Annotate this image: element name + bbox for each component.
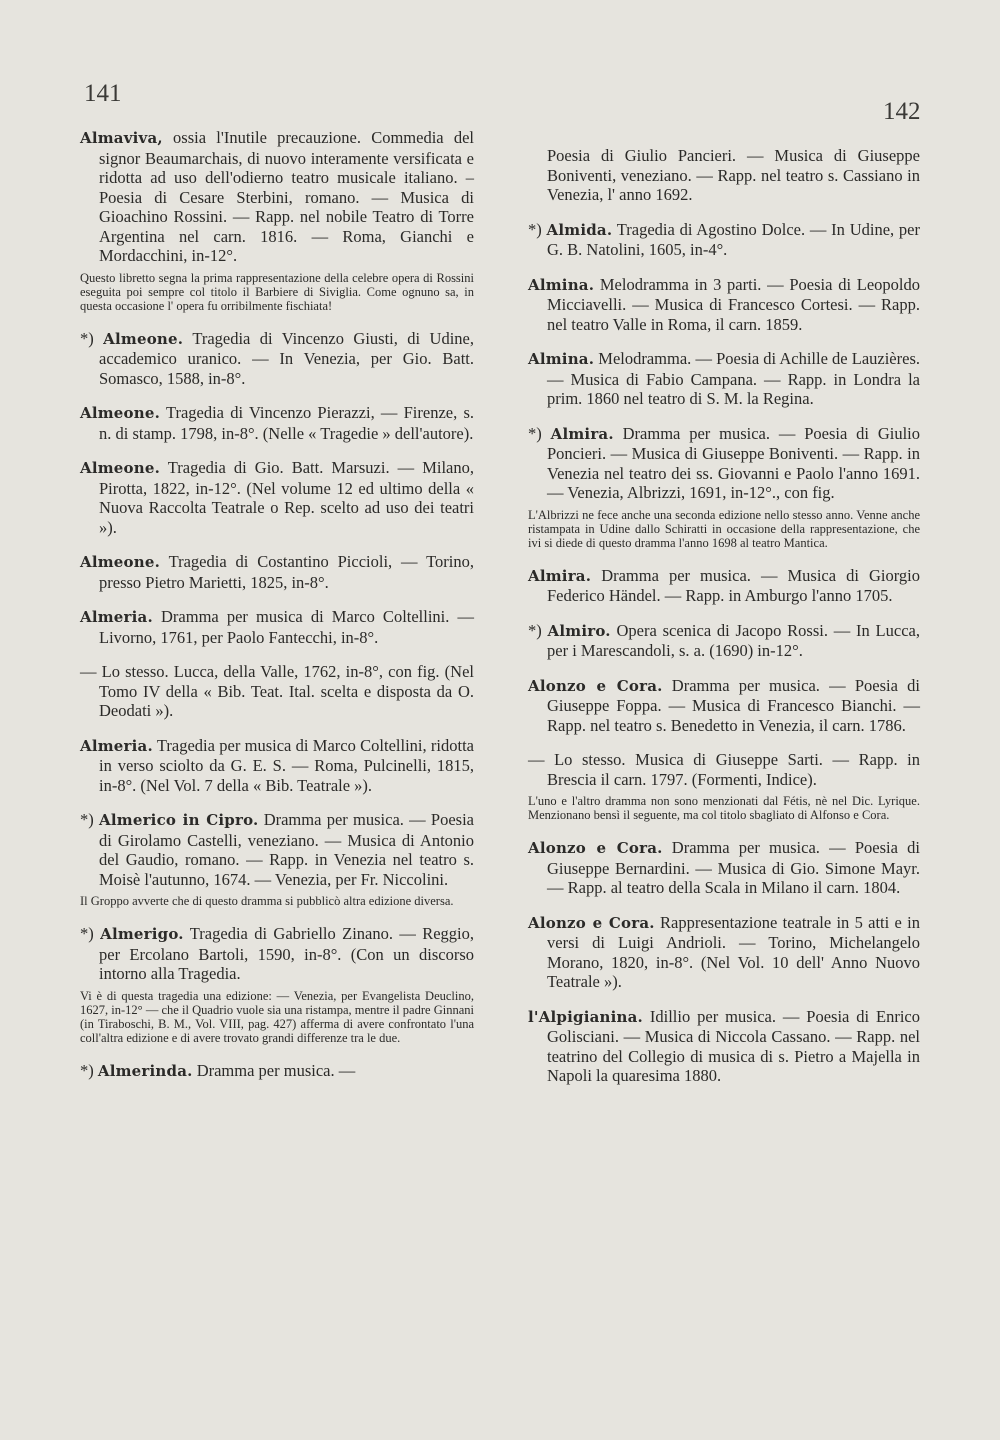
entry-headword: Alonzo e Cora. — [528, 839, 663, 857]
entry-text: Dramma per musica. — Poesia di Giuseppe Foppa. — Musica di Francesco Bianchi. — Rapp. nel teatro s. Benedetto in Venezia, il carn. 1786. — [547, 675, 920, 735]
entry-headword: Almerinda. — [97, 1061, 193, 1080]
catalog-entry — [528, 275, 920, 335]
entry-headword: Almeone. — [103, 329, 184, 348]
entry-headword: Almerigo. — [100, 925, 184, 943]
right-column — [528, 146, 920, 1101]
entry-text: — Lo stesso. Musica di Giuseppe Sarti. — Rapp. in Brescia il carn. 1797. (Formenti, Indice). — [528, 750, 920, 789]
entry-headword: Almeria. — [80, 736, 153, 755]
entry-marker: *) — [80, 328, 104, 348]
entry-text: Melodramma in 3 parti. — Poesia di Leopoldo Micciavelli. — Musica di Francesco Cortesi. — Rapp. nel teatro Valle in Roma, il carn. 1859. — [547, 274, 920, 334]
entry-text: Tragedia di Costantino Piccioli, — Torino, presso Pietro Marietti, 1825, in-8°. — [99, 552, 474, 592]
catalog-entry — [80, 458, 474, 537]
catalog-entry — [80, 810, 474, 889]
catalog-entry — [528, 349, 920, 409]
catalog-entry — [528, 220, 920, 260]
catalog-entry — [80, 662, 474, 721]
catalog-entry — [80, 607, 474, 647]
catalog-entry — [80, 552, 474, 592]
footnote: Il Groppo avverte che di questo dramma si pubblicò altra edizione diversa. — [80, 894, 454, 908]
entry-text: Dramma per musica. — Poesia di Giulio Poncieri. — Musica di Giuseppe Boniventi. — Rapp. in Venezia nel teatro dei ss. Giovanni e Paolo l'anno 1691. — Venezia, Albrizzi, 1691, in-12°., con fig. — [547, 423, 920, 502]
catalog-entry — [528, 913, 920, 992]
left-column — [80, 128, 474, 1096]
page-number-right: 142 — [883, 98, 921, 125]
entry-text: Tragedia di Gio. Batt. Marsuzi. — Milano, Pirotta, 1822, in-12°. (Nel volume 12 ed ultimo della « Nuova Raccolta Teatrale o Rep. scelto ad uso dei teatri »). — [99, 458, 474, 537]
entry-text: Melodramma. — Poesia di Achille de Lauzières. — Musica di Fabio Campana. — Rapp. in Londra la prim. 1860 nel teatro di S. M. la Regina. — [547, 349, 920, 408]
entry-marker: *) — [80, 924, 101, 943]
entry-marker: *) — [80, 810, 100, 829]
catalog-entry — [528, 566, 920, 606]
footnote: L'uno e l'altro dramma non sono menzionati dal Fétis, nè nel Dic. Lyrique. Menzionano bensì il seguente, ma col titolo sbagliato di Alfonso e Cora. — [528, 794, 920, 822]
entry-headword: Almeone. — [80, 404, 161, 422]
catalog-entry — [528, 424, 920, 503]
entry-text: Tragedia di Vincenzo Giusti, di Udine, accademico uranico. — In Venezia, per Gio. Batt. Somasco, 1588, in-8°. — [99, 328, 474, 388]
entry-text: Rappresentazione teatrale in 5 atti e in versi di Luigi Andrioli. — Torino, Michelangelo Morano, 1820, in-8°. (Nel Vol. 10 dell' Anno Nuovo Teatrale »). — [547, 912, 920, 991]
entry-headword: Alonzo e Cora. — [528, 913, 655, 932]
entry-marker: *) — [528, 423, 551, 443]
entry-text: Tragedia di Gabriello Zinano. — Reggio, per Ercolano Bartoli, 1590, in-8°. (Con un discorso intorno alla Tragedia. — [99, 924, 475, 983]
entry-text: Dramma per musica. — — [192, 1060, 356, 1080]
entry-headword: Almira. — [528, 566, 592, 585]
entry-headword: Almida. — [546, 220, 613, 239]
catalog-entry — [528, 1007, 920, 1086]
catalog-entry — [528, 838, 920, 898]
catalog-entry — [80, 403, 474, 443]
entry-text: Poesia di Giulio Pancieri. — Musica di Giuseppe Boniventi, veneziano. — Rapp. nel teatro s. Cassiano in Venezia, l' anno 1692. — [547, 146, 920, 204]
entry-headword: Almaviva, — [80, 129, 163, 147]
catalog-entry — [80, 924, 474, 984]
catalog-entry — [80, 736, 474, 796]
footnote: L'Albrizzi ne fece anche una seconda edizione nello stesso anno. Venne anche ristampata in Udine dallo Schiratti in occasione della rappresentazione, che ivi si diede di questo dramma l'anno 1698 al teatro Mantica. — [528, 507, 920, 550]
entry-text: Tragedia di Vincenzo Pierazzi, — Firenze, s. n. di stamp. 1798, in-8°. (Nelle « Tragedie » dell'autore). — [99, 403, 474, 443]
entry-text: ossia l'Inutile precauzione. Commedia del signor Beaumarchais, di nuovo interamente versificata e ridotta ad uso dell'odierno teatro musicale italiano. – Poesia di Cesare Sterbini, romano. — Musica di Gioachino Rossini. — Rapp. nel nobile Teatro di Torre Argentina nel carn. 1816. — Roma, Gianchi e Mordacchini, in-12°. — [99, 128, 474, 265]
entry-text: Idillio per musica. — Poesia di Enrico Golisciani. — Musica di Niccola Cassano. — Rapp. nel teatrino del Collegio di musica di s. Pietro a Majella in Napoli la quaresima 1880. — [547, 1006, 920, 1085]
entry-headword: Almiro. — [547, 621, 611, 640]
entry-headword: Almina. — [528, 350, 595, 368]
catalog-entry — [80, 329, 474, 389]
entry-text: Tragedia per musica di Marco Coltellini, ridotta in verso sciolto da G. E. S. — Roma, Pulcinelli, 1815, in-8°. (Nel Vol. 7 della « Bib. Teatrale »). — [99, 735, 474, 795]
entry-headword: Almeone. — [80, 553, 161, 571]
entry-marker: *) — [80, 1060, 98, 1080]
catalog-entry — [528, 621, 920, 661]
entry-text: Opera scenica di Jacopo Rossi. — In Lucca, per i Marescandoli, s. a. (1690) in-12°. — [547, 620, 920, 660]
entry-text: Dramma per musica. — Poesia di Girolamo Castelli, veneziano. — Musica di Antonio del Gaudio, romano. — Rapp. in Venezia nel teatro s. Moisè l'autunno, 1674. — Venezia, per Fr. Niccolini. — [99, 810, 474, 889]
entry-headword: Almerico in Cipro. — [99, 811, 259, 829]
entry-text: Dramma per musica di Marco Coltellini. — Livorno, 1761, per Paolo Fantecchi, in-8°. — [99, 607, 474, 647]
entry-headword: Almina. — [528, 275, 595, 294]
entry-text: Dramma per musica. — Musica di Giorgio Federico Händel. — Rapp. in Amburgo l'anno 1705. — [547, 565, 920, 605]
entry-text: Dramma per musica. — Poesia di Giuseppe Bernardini. — Musica di Gio. Simone Mayr. — Rapp. al teatro della Scala in Milano il carn. 1804. — [547, 838, 920, 897]
catalog-entry — [528, 146, 920, 205]
catalog-entry — [528, 676, 920, 736]
page-number-left: 141 — [84, 80, 122, 107]
entry-marker: *) — [528, 620, 548, 640]
catalog-entry — [80, 128, 474, 266]
entry-text: — Lo stesso. Lucca, della Valle, 1762, in-8°, con fig. (Nel Tomo IV della « Bib. Teat. Ital. scelta e disposta da O. Deodati »). — [80, 662, 474, 720]
entry-marker: *) — [528, 219, 547, 239]
entry-headword: l'Alpigianina. — [528, 1007, 643, 1026]
entry-headword: Almeone. — [80, 459, 161, 477]
footnote: Questo libretto segna la prima rappresentazione della celebre opera di Rossini eseguita poi sempre col titolo il Barbiere di Siviglia. Come ognuno sa, in questa occasione l' opera fu orribilmente fischiata! — [80, 270, 474, 313]
entry-text: Tragedia di Agostino Dolce. — In Udine, per G. B. Natolini, 1605, in-4°. — [547, 219, 920, 259]
entry-headword: Almeria. — [80, 608, 153, 626]
catalog-entry — [80, 1061, 474, 1082]
entry-headword: Almira. — [550, 424, 614, 443]
catalog-entry — [528, 750, 920, 789]
footnote: Vi è di questa tragedia una edizione: — Venezia, per Evangelista Deuclino, 1627, in-12° — che il Quadrio vuole sia una ristampa, mentre il padre Ginnani (in Tiraboschi, B. M., Vol. VIII, pag. 427) afferma di avere confrontato l'una coll'altra edizione e di avere trovato grandi differenze tra le due. — [80, 988, 474, 1045]
entry-headword: Alonzo e Cora. — [528, 676, 663, 695]
